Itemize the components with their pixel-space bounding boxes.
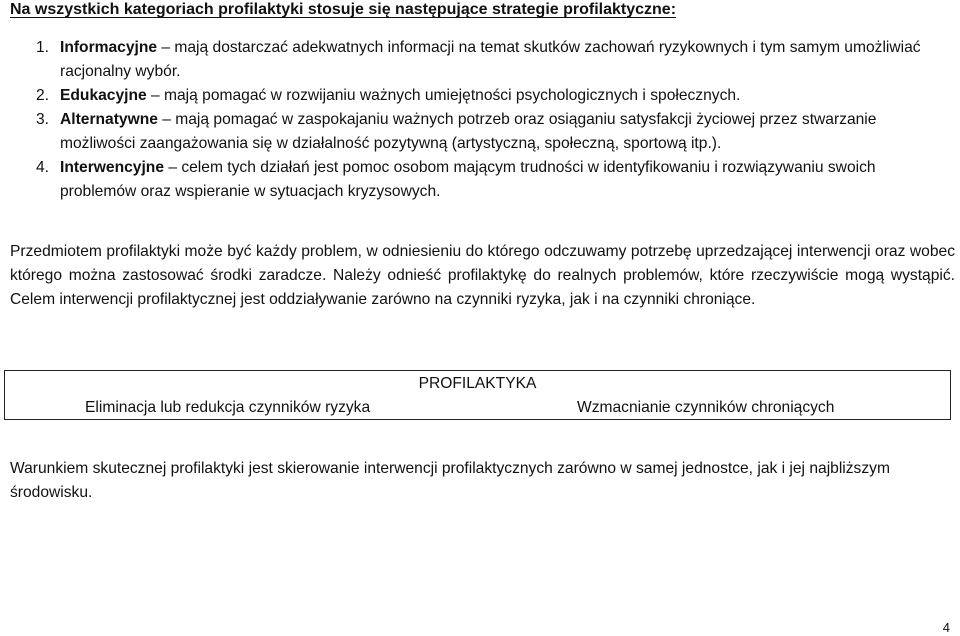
list-item-number: 3. <box>36 111 50 128</box>
list-item-strategy-2 <box>36 84 951 108</box>
paragraph-effective-prevention: Warunkiem skutecznej profilaktyki jest skierowanie interwencji profilaktycznych zarówno w samej jednostce, jak i jej najbliższym środowisku. <box>10 460 890 501</box>
strategy-description: – mają dostarczać adekwatnych informacji na temat skutków zachowań ryzykownych i tym samym umożliwiać racjonalny wybór. <box>60 39 921 80</box>
strategy-term: Alternatywne <box>60 111 158 128</box>
strategy-description: – celem tych działań jest pomoc osobom mającym trudności w identyfikowaniu i rozwiązywaniu swoich problemów oraz wspieranie w sytuacjach kryzysowych. <box>60 159 876 200</box>
strategy-term: Interwencyjne <box>60 159 164 176</box>
profilaktyka-protective-factors-cell: Wzmacnianie czynników chroniących <box>577 399 835 416</box>
strategy-term: Informacyjne <box>60 39 158 56</box>
strategy-description: – mają pomagać w rozwijaniu ważnych umiejętności psychologicznych i społecznych. <box>146 87 741 104</box>
strategies-list <box>36 36 951 204</box>
list-item-number: 1. <box>36 39 50 56</box>
list-item-strategy-4 <box>36 156 951 204</box>
list-item-strategy-1 <box>36 36 951 84</box>
section-heading: Na wszystkich kategoriach profilaktyki stosuje się następujące strategie profilaktyczne: <box>10 1 677 18</box>
profilaktyka-risk-factors-cell: Eliminacja lub redukcja czynników ryzyka <box>85 399 371 416</box>
strategy-term: Edukacyjne <box>60 87 147 104</box>
strategy-description: – mają pomagać w zaspokajaniu ważnych potrzeb oraz osiąganiu satysfakcji życiowej przez stwarzanie możliwości zaangażowania się w działalność pozytywną (artystyczną, społeczną, sportową itp.). <box>60 111 877 152</box>
profilaktyka-table-title: PROFILAKTYKA <box>418 375 537 392</box>
list-item-number: 2. <box>36 87 50 104</box>
list-item-strategy-3 <box>36 108 951 156</box>
page-number: 4 <box>942 620 950 635</box>
profilaktyka-table <box>4 370 951 420</box>
paragraph-prevention-subject: Przedmiotem profilaktyki może być każdy problem, w odniesieniu do którego odczuwamy potrzebę uprzedzającej interwencji oraz wobec którego można zastosować środki zaradcze. Należy odnieść profilaktykę do realnych problemów, które rzeczywiście mogą wystąpić. Celem interwencji profilaktycznej jest oddziaływanie zarówno na czynniki ryzyka, jak i na czynniki chroniące. <box>10 243 955 308</box>
list-item-number: 4. <box>36 159 50 176</box>
